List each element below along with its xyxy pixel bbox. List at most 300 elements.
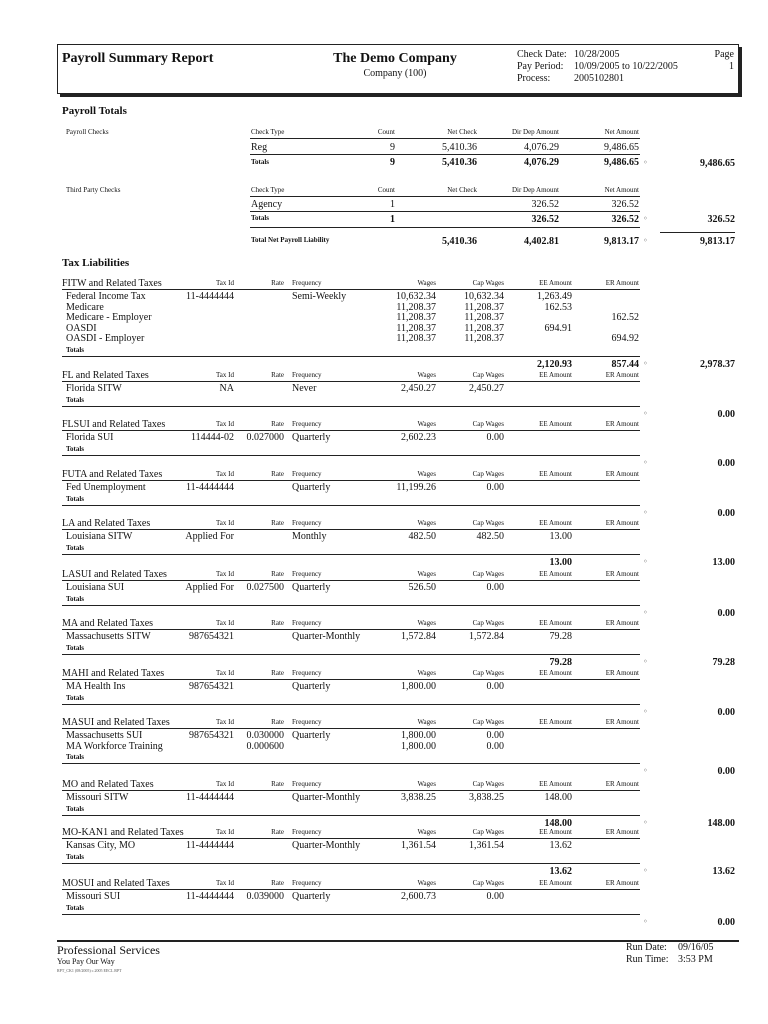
company-name: The Demo Company [333,51,457,66]
tax-row-ee: 13.62 [549,840,572,851]
col-er: ER Amount [605,570,639,578]
tax-row-rate: 0.000600 [246,740,284,752]
bullet-icon: ◦ [643,236,648,245]
divider [62,838,640,839]
col-er: ER Amount [605,718,639,726]
col-cap: Cap Wages [472,619,504,627]
divider [250,138,640,139]
net-liability-dir-dep: 4,402.81 [524,236,559,247]
col-ee: EE Amount [539,279,572,287]
bullet-icon: ◦ [643,706,648,716]
col-id: Tax Id [216,420,234,428]
tax-section-right-total: 0.00 [717,916,735,928]
tax-section-right-total: 148.00 [707,817,735,829]
tax-row-cap: 11,208.37 [464,301,504,313]
divider [62,406,640,407]
col-rate: Rate [271,718,284,726]
footer-brand: Professional Services [57,943,160,957]
divider [62,529,640,530]
tax-row-freq: Quarterly [292,482,331,493]
net-liability-right-total: 9,813.17 [700,236,735,247]
col-ee: EE Amount [539,371,572,379]
col-er: ER Amount [605,279,639,287]
tax-section-right-total: 13.62 [712,865,735,877]
tax-row-wages: 3,838.25 [401,792,436,803]
net-liability-label: Total Net Payroll Liability [251,236,330,244]
col-rate: Rate [271,420,284,428]
col-wages: Wages [417,570,436,578]
totals-label: Totals [66,693,85,702]
col-freq: Frequency [292,718,322,726]
tax-row-freq: Quarterly [292,891,331,902]
col-cap: Cap Wages [472,570,504,578]
divider [62,654,640,655]
pay-period: 10/09/2005 to 10/22/2005 [574,61,678,72]
divider [62,455,640,456]
totals-label: Totals [66,753,85,761]
col-wages: Wages [417,619,436,627]
col-rate: Rate [271,619,284,627]
page-number: 1 [729,61,734,72]
tax-row-id: 987654321 [189,730,234,741]
totals-count: 1 [390,214,395,225]
col-count: Count [377,186,395,194]
col-check-type: Check Type [251,186,285,194]
col-rate: Rate [271,669,284,677]
tax-row-wages: 11,208.37 [396,322,436,334]
tax-row-wages: 2,600.73 [401,891,436,902]
tax-row-wages: 2,450.27 [401,383,436,394]
tax-row-name: Medicare [66,301,104,313]
totals-count: 9 [390,157,395,168]
report-title: Payroll Summary Report [62,51,214,66]
tax-section-title: MOSUI and Related Taxes [62,878,170,889]
col-cap: Cap Wages [472,470,504,478]
payroll-totals-title: Payroll Totals [62,105,127,117]
col-id: Tax Id [216,470,234,478]
col-ee: EE Amount [539,879,572,887]
run-date: 09/16/05 [678,942,714,953]
divider [62,580,640,581]
tax-row-freq: Quarterly [292,730,331,741]
col-cap: Cap Wages [472,519,504,527]
tax-section-right-total: 0.00 [717,457,735,469]
col-id: Tax Id [216,879,234,887]
tax-row-cap: 0.00 [486,482,504,493]
tax-row-wages: 1,800.00 [401,730,436,741]
reg-dir-dep: 4,076.29 [524,142,559,153]
totals-dir-dep: 326.52 [531,214,559,225]
tax-row-cap: 482.50 [476,531,504,542]
tax-row-ee: 148.00 [544,792,572,803]
col-freq: Frequency [292,519,322,527]
col-id: Tax Id [216,519,234,527]
col-cap: Cap Wages [472,279,504,287]
tax-section-right-total: 2,978.37 [700,358,735,370]
tax-section-title: FUTA and Related Taxes [62,469,163,480]
tax-row-id: 11-4444444 [186,291,234,302]
totals-label: Totals [251,214,270,222]
agency-net-amount: 326.52 [611,199,639,210]
tax-row-freq: Never [292,383,317,394]
check-date-label: Check Date: [517,49,567,60]
tax-row-id: 11-4444444 [186,840,234,851]
col-ee: EE Amount [539,718,572,726]
divider [62,289,640,290]
tax-total-ee: 79.28 [549,656,572,668]
divider [62,863,640,864]
tax-row-name: MA Workforce Training [66,740,163,752]
company-sub: Company (100) [363,68,427,79]
totals-label: Totals [66,395,85,404]
tax-row-id: 11-4444444 [186,792,234,803]
tax-row-freq: Semi-Weekly [292,291,347,302]
tax-row-freq: Quarterly [292,681,331,692]
tax-section-title: FLSUI and Related Taxes [62,419,166,430]
bullet-icon: ◦ [643,214,648,223]
tax-total-ee: 148.00 [544,817,572,829]
col-freq: Frequency [292,879,322,887]
tax-section-right-total: 0.00 [717,706,735,718]
col-net-amount: Net Amount [604,186,639,194]
divider [62,790,640,791]
divider [62,381,640,382]
tax-row-wages: 1,572.84 [401,631,436,642]
tax-row-name: OASDI [66,322,97,334]
divider [62,505,640,506]
tax-row-ee: 694.91 [544,322,572,334]
divider [62,480,640,481]
tax-row-wages: 1,361.54 [401,840,436,851]
col-rate: Rate [271,279,284,287]
bullet-icon: ◦ [643,358,648,368]
col-wages: Wages [417,828,436,836]
tax-row-id: 114444-02 [191,432,234,443]
col-er: ER Amount [605,879,639,887]
col-er: ER Amount [605,420,639,428]
tax-row-cap: 0.00 [486,582,504,593]
col-ee: EE Amount [539,619,572,627]
agency-count: 1 [390,199,395,210]
tax-row-wages: 11,208.37 [396,333,436,344]
col-cap: Cap Wages [472,828,504,836]
col-id: Tax Id [216,619,234,627]
col-net-amount: Net Amount [604,128,639,136]
run-date-label: Run Date: [626,942,667,953]
bullet-icon: ◦ [643,507,648,517]
col-id: Tax Id [216,570,234,578]
totals-label: Totals [66,345,85,354]
divider [62,728,640,729]
col-net-check: Net Check [447,128,477,136]
col-wages: Wages [417,371,436,379]
net-liability-net-check: 5,410.36 [442,236,477,247]
col-freq: Frequency [292,371,322,379]
col-ee: EE Amount [539,780,572,788]
col-dir-dep: Dir Dep Amount [511,128,559,136]
tax-row-wages: 2,602.23 [401,432,436,443]
col-id: Tax Id [216,279,234,287]
tax-row-name: Kansas City, MO [66,840,136,851]
col-er: ER Amount [605,519,639,527]
col-freq: Frequency [292,279,322,287]
tax-row-freq: Quarter-Monthly [292,840,361,851]
tax-row-name: Medicare - Employer [66,312,152,323]
tax-row-name: Missouri SUI [66,891,121,902]
col-cap: Cap Wages [472,669,504,677]
tax-row-wages: 1,800.00 [401,681,436,692]
col-er: ER Amount [605,828,639,836]
page-label: Page [714,49,734,60]
tax-row-wages: 11,199.26 [396,482,436,493]
bullet-icon: ◦ [643,457,648,467]
tax-row-cap: 3,838.25 [469,792,504,803]
tax-row-id: NA [219,383,234,394]
col-count: Count [377,128,395,136]
col-freq: Frequency [292,780,322,788]
tax-row-rate: 0.030000 [246,730,284,741]
tax-row-freq: Monthly [292,531,327,542]
payroll-checks-label: Payroll Checks [66,128,109,136]
col-check-type: Check Type [251,128,285,136]
col-wages: Wages [417,780,436,788]
tax-row-wages: 482.50 [408,531,436,542]
divider [62,356,640,357]
tax-row-cap: 1,572.84 [469,631,504,642]
tax-section-right-total: 0.00 [717,766,735,777]
agency-type: Agency [251,199,283,210]
tax-section-right-total: 13.00 [712,556,735,568]
bullet-icon: ◦ [643,408,648,418]
tax-section-right-total: 0.00 [717,507,735,519]
tax-row-rate: 0.027500 [246,582,284,593]
tax-row-wages: 11,208.37 [396,301,436,313]
tax-row-cap: 0.00 [486,730,504,741]
tax-row-name: MA Health Ins [66,681,126,692]
col-wages: Wages [417,420,436,428]
tax-total-ee: 13.62 [549,865,572,877]
tax-row-cap: 1,361.54 [469,840,504,851]
tax-section-right-total: 0.00 [717,408,735,420]
tax-section-title: MO and Related Taxes [62,779,154,790]
tax-row-cap: 10,632.34 [464,291,504,302]
col-wages: Wages [417,879,436,887]
tax-row-name: Fed Unemployment [66,482,146,493]
divider [250,227,640,228]
reg-net-amount: 9,486.65 [604,142,639,153]
tax-total-ee: 13.00 [549,556,572,568]
divider [660,232,735,233]
bullet-icon: ◦ [643,158,648,167]
col-wages: Wages [417,470,436,478]
tax-total-er: 857.44 [611,358,639,370]
tax-row-name: Florida SUI [66,432,114,443]
col-wages: Wages [417,279,436,287]
col-cap: Cap Wages [472,718,504,726]
process-label: Process: [517,73,551,84]
tax-row-cap: 0.00 [486,891,504,902]
tax-row-wages: 1,800.00 [401,740,436,752]
tax-row-id: Applied For [185,582,234,593]
tax-row-id: 987654321 [189,681,234,692]
footer-tagline: You Pay Our Way [57,957,115,966]
tax-section-title: MAHI and Related Taxes [62,668,165,679]
totals-label: Totals [66,852,85,861]
tax-section-right-total: 0.00 [717,607,735,619]
tax-row-name: Florida SITW [66,383,122,394]
col-rate: Rate [271,780,284,788]
tax-section-right-total: 79.28 [712,656,735,668]
divider [250,211,640,212]
tax-row-freq: Quarter-Monthly [292,792,361,803]
col-wages: Wages [417,519,436,527]
col-freq: Frequency [292,470,322,478]
tax-row-cap: 11,208.37 [464,312,504,323]
col-ee: EE Amount [539,420,572,428]
col-cap: Cap Wages [472,371,504,379]
net-liability-net-amount: 9,813.17 [604,236,639,247]
tax-row-cap: 11,208.37 [464,322,504,334]
col-er: ER Amount [605,619,639,627]
bullet-icon: ◦ [643,916,648,926]
divider [250,196,640,197]
tax-section-title: FITW and Related Taxes [62,278,162,289]
run-time: 3:53 PM [678,954,713,965]
run-time-label: Run Time: [626,954,669,965]
divider [250,154,640,155]
bullet-icon: ◦ [643,817,648,827]
col-wages: Wages [417,669,436,677]
divider [62,554,640,555]
col-er: ER Amount [605,371,639,379]
col-ee: EE Amount [539,519,572,527]
tax-section-title: FL and Related Taxes [62,370,149,381]
col-cap: Cap Wages [472,780,504,788]
divider [62,704,640,705]
divider [62,430,640,431]
col-rate: Rate [271,519,284,527]
tax-row-wages: 526.50 [408,582,436,593]
col-cap: Cap Wages [472,879,504,887]
col-freq: Frequency [292,619,322,627]
col-id: Tax Id [216,718,234,726]
bullet-icon: ◦ [643,607,648,617]
tax-row-cap: 2,450.27 [469,383,504,394]
col-ee: EE Amount [539,470,572,478]
col-rate: Rate [271,470,284,478]
tax-row-cap: 0.00 [486,740,504,752]
tax-row-rate: 0.039000 [246,891,284,902]
footer-fine-print: RPT_CK1 (08/2005) c.2005 EECL RPT [57,968,122,973]
check-date: 10/28/2005 [574,49,620,60]
divider [62,815,640,816]
col-freq: Frequency [292,828,322,836]
divider [62,605,640,606]
col-er: ER Amount [605,669,639,677]
totals-label: Totals [66,804,85,813]
divider [62,679,640,680]
tax-total-ee: 2,120.93 [537,358,572,370]
col-er: ER Amount [605,470,639,478]
reg-type: Reg [251,142,268,153]
tax-row-rate: 0.027000 [246,432,284,443]
bullet-icon: ◦ [643,656,648,666]
col-freq: Frequency [292,420,322,428]
totals-label: Totals [66,594,85,603]
tax-row-cap: 0.00 [486,681,504,692]
pay-period-label: Pay Period: [517,61,564,72]
tax-row-name: OASDI - Employer [66,333,145,344]
divider [62,914,640,915]
third-party-right-total: 326.52 [707,214,735,225]
divider [62,889,640,890]
tax-row-wages: 11,208.37 [396,312,436,323]
bullet-icon: ◦ [643,865,648,875]
tax-section-title: LASUI and Related Taxes [62,569,167,580]
tax-row-cap: 0.00 [486,432,504,443]
col-id: Tax Id [216,828,234,836]
col-id: Tax Id [216,371,234,379]
reg-net-check: 5,410.36 [442,142,477,153]
tax-row-freq: Quarterly [292,432,331,443]
tax-row-er: 162.52 [611,312,639,323]
tax-row-ee: 1,263.49 [537,291,572,302]
third-party-label: Third Party Checks [66,186,121,194]
col-ee: EE Amount [539,828,572,836]
col-rate: Rate [271,570,284,578]
tax-row-cap: 11,208.37 [464,333,504,344]
totals-net-amount: 9,486.65 [604,157,639,168]
col-rate: Rate [271,828,284,836]
col-ee: EE Amount [539,669,572,677]
col-id: Tax Id [216,780,234,788]
col-rate: Rate [271,879,284,887]
tax-row-name: Louisiana SUI [66,582,125,593]
col-freq: Frequency [292,669,322,677]
col-ee: EE Amount [539,570,572,578]
col-net-check: Net Check [447,186,477,194]
tax-section-title: MA and Related Taxes [62,618,154,629]
tax-row-wages: 10,632.34 [396,291,436,302]
tax-row-er: 694.92 [611,333,639,344]
tax-row-ee: 162.53 [544,301,572,313]
tax-row-id: Applied For [185,531,234,542]
reg-count: 9 [390,142,395,153]
tax-row-freq: Quarterly [292,582,331,593]
col-dir-dep: Dir Dep Amount [511,186,559,194]
bullet-icon: ◦ [643,556,648,566]
totals-label: Totals [66,643,85,652]
totals-label: Totals [66,444,85,453]
totals-label: Totals [66,494,85,503]
tax-row-id: 11-4444444 [186,482,234,493]
tax-row-ee: 79.28 [549,631,572,642]
tax-row-name: Missouri SITW [66,792,129,803]
tax-row-ee: 13.00 [549,531,572,542]
totals-label: Totals [66,903,85,912]
totals-net-amount: 326.52 [611,214,639,225]
tax-section-title: MASUI and Related Taxes [62,717,170,728]
tax-row-id: 11-4444444 [186,891,234,902]
col-cap: Cap Wages [472,420,504,428]
col-rate: Rate [271,371,284,379]
totals-net-check: 5,410.36 [442,157,477,168]
tax-row-freq: Quarter-Monthly [292,631,361,642]
tax-row-id: 987654321 [189,631,234,642]
tax-liabilities-title: Tax Liabilities [62,257,130,269]
payroll-checks-right-total: 9,486.65 [700,158,735,169]
tax-row-name: Massachusetts SITW [66,631,151,642]
